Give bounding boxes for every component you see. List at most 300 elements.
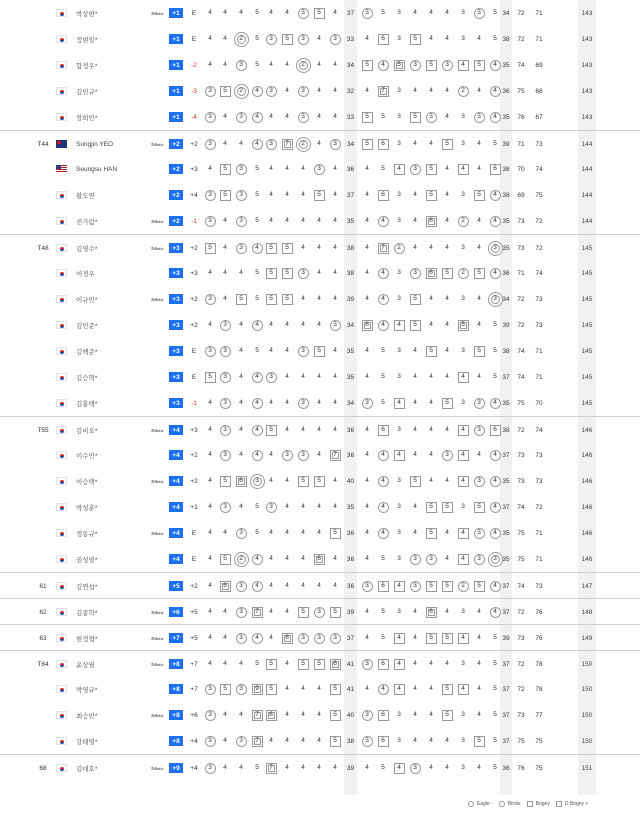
country-flag-icon xyxy=(56,737,67,745)
player-name[interactable]: 김영수* xyxy=(76,245,98,253)
table-row[interactable] xyxy=(0,78,640,104)
hole-score: 5 xyxy=(255,763,259,771)
player-name[interactable]: 이수민* xyxy=(76,452,98,460)
hole-score: 3 xyxy=(473,468,485,494)
player-name[interactable]: 김민규* xyxy=(76,88,98,96)
today-score: +2 xyxy=(190,582,198,590)
to-par-badge: +6 xyxy=(169,607,183,617)
hole-score: 5 xyxy=(361,52,373,78)
hole-score: 4 xyxy=(223,710,227,718)
hole-score: 4 xyxy=(365,684,369,692)
hole-score: 3 xyxy=(397,34,401,42)
hole-score: 5 xyxy=(381,346,385,354)
hole-score: 4 xyxy=(377,494,389,520)
player-name[interactable]: 최승빈* xyxy=(76,712,98,720)
out-total: 35 xyxy=(346,347,355,355)
hole-score: 3 xyxy=(461,659,465,667)
hole-score: 5 xyxy=(255,502,259,510)
hole-score: 4 xyxy=(489,182,501,208)
hole-score: 4 xyxy=(377,52,389,78)
today-score: E xyxy=(191,529,197,537)
to-par-badge: +3 xyxy=(169,320,183,330)
hole-score: 4 xyxy=(365,268,369,276)
player-name[interactable]: 장희민* xyxy=(76,114,98,122)
hole-score: 3 xyxy=(397,86,401,94)
hole-score: 6 xyxy=(377,728,389,754)
hole-score: 4 xyxy=(285,164,289,172)
country-flag-icon xyxy=(56,582,67,590)
hole-score: 3 xyxy=(235,52,247,78)
hole-score: 5 xyxy=(493,736,497,744)
to-par-badge: +1 xyxy=(169,34,183,44)
hole-score: 7 xyxy=(281,131,293,157)
to-par-badge: +4 xyxy=(169,502,183,512)
hole-score: 7 xyxy=(329,442,341,468)
hole-score: 3 xyxy=(461,710,465,718)
to-par-badge: +2 xyxy=(169,190,183,200)
table-row[interactable] xyxy=(0,546,640,572)
hole-score: 4 xyxy=(457,468,469,494)
player-name[interactable]: 함정우* xyxy=(76,62,98,70)
total-score: 151 xyxy=(581,764,593,772)
hole-score: 4 xyxy=(413,243,417,251)
hole-score: 4 xyxy=(413,684,417,692)
today-score: +3 xyxy=(190,165,198,173)
hole-score: 4 xyxy=(477,659,481,667)
hole-score: 4 xyxy=(477,243,481,251)
hole-score: 4 xyxy=(301,528,305,536)
to-par-badge: +2 xyxy=(169,164,183,174)
hole-score: 5 xyxy=(473,260,485,286)
hole-score: 4 xyxy=(317,684,321,692)
round-1-score: 73 xyxy=(517,217,525,225)
player-name[interactable]: 정현일* xyxy=(76,36,98,44)
hole-score: 4 xyxy=(393,390,405,416)
to-par-badge: +7 xyxy=(169,633,183,643)
hole-score: 5 xyxy=(441,625,453,651)
hole-score: 4 xyxy=(208,8,212,16)
out-total: 32 xyxy=(346,87,355,95)
round-2-score: 77 xyxy=(535,711,543,719)
round-1-score: 75 xyxy=(517,529,525,537)
hole-score: 4 xyxy=(477,684,481,692)
hole-score: 4 xyxy=(333,763,337,771)
hole-score: 4 xyxy=(317,216,321,224)
hole-score: 3 xyxy=(235,599,247,625)
table-row[interactable] xyxy=(0,442,640,468)
hole-score: 5 xyxy=(409,468,421,494)
in-total: 36 xyxy=(502,269,510,277)
round-1-score: 72 xyxy=(517,426,525,434)
hole-score: 4 xyxy=(393,156,405,182)
table-row[interactable] xyxy=(0,208,640,234)
legend-double-bogey: D.Bogey + xyxy=(556,801,589,807)
hole-score: 4 xyxy=(365,86,369,94)
hole-score: 3 xyxy=(204,131,216,157)
hole-score: 3 xyxy=(204,338,216,364)
table-row[interactable] xyxy=(0,156,640,182)
country-flag-icon xyxy=(56,634,67,642)
player-rank xyxy=(30,702,56,728)
hole-score: 6 xyxy=(377,182,389,208)
player-name[interactable]: 김민준* xyxy=(76,322,98,330)
hole-score: 3 xyxy=(473,104,485,130)
to-par-badge: +3 xyxy=(169,398,183,408)
hole-score: 3 xyxy=(397,710,401,718)
hole-score: 5 xyxy=(329,702,341,728)
hole-score: 4 xyxy=(457,546,469,572)
player-rank xyxy=(30,494,56,520)
hole-score: 3 xyxy=(313,625,325,651)
table-row[interactable] xyxy=(0,702,640,728)
hole-score: 4 xyxy=(208,502,212,510)
hole-score: 4 xyxy=(489,208,501,234)
hole-score: 4 xyxy=(285,763,289,771)
round-1-score: 75 xyxy=(517,87,525,95)
round-2-score: 73 xyxy=(535,582,543,590)
hole-score: 7 xyxy=(377,235,389,261)
hole-score: 4 xyxy=(413,736,417,744)
hole-score: 5 xyxy=(493,633,497,641)
table-row[interactable] xyxy=(0,494,640,520)
hole-score: 4 xyxy=(489,599,501,625)
hole-score: 5 xyxy=(265,260,277,286)
table-row[interactable] xyxy=(0,26,640,52)
player-name[interactable]: 이규민* xyxy=(76,296,98,304)
hole-score: 4 xyxy=(429,476,433,484)
out-total: 33 xyxy=(346,113,355,121)
to-par-badge: +1 xyxy=(169,86,183,96)
in-total: 38 xyxy=(502,347,510,355)
table-row[interactable] xyxy=(0,520,640,546)
hole-score: 4 xyxy=(285,216,289,224)
to-par-badge: +1 xyxy=(169,8,183,18)
hole-score: 4 xyxy=(269,554,273,562)
player-name[interactable]: 김승혁* xyxy=(76,374,98,382)
hole-score: 5 xyxy=(255,294,259,302)
hole-score: 4 xyxy=(377,208,389,234)
hole-score: 4 xyxy=(269,216,273,224)
today-score: E xyxy=(191,347,197,355)
hole-score: 4 xyxy=(317,581,321,589)
ball-brand-logo: Titleist xyxy=(150,10,164,16)
legend-birdie: Birdie xyxy=(499,801,521,807)
today-score: +2 xyxy=(190,244,198,252)
total-score: 146 xyxy=(581,451,593,459)
round-2-score: 73 xyxy=(535,295,543,303)
table-row[interactable] xyxy=(0,390,640,416)
today-score: +7 xyxy=(190,660,198,668)
hole-score: 4 xyxy=(445,8,449,16)
hole-score: 4 xyxy=(393,312,405,338)
hole-score: 4 xyxy=(317,528,321,536)
hole-score: 4 xyxy=(413,139,417,147)
table-row[interactable] xyxy=(0,130,640,156)
table-row[interactable] xyxy=(0,104,640,130)
hole-score: 4 xyxy=(489,468,501,494)
player-rank xyxy=(30,104,56,130)
table-row[interactable] xyxy=(0,624,640,650)
round-2-score: 73 xyxy=(535,477,543,485)
hole-score: 4 xyxy=(333,164,337,172)
hole-score: 3 xyxy=(297,338,309,364)
hole-score: 4 xyxy=(445,34,449,42)
hole-score: 3 xyxy=(235,156,247,182)
hole-score: 4 xyxy=(333,60,337,68)
hole-score: 4 xyxy=(317,112,321,120)
hole-score: 4 xyxy=(285,425,289,433)
round-2-score: 71 xyxy=(535,555,543,563)
country-flag-icon xyxy=(56,373,67,381)
total-score: 144 xyxy=(581,140,593,148)
hole-score: 3 xyxy=(409,260,421,286)
hole-score: 4 xyxy=(457,676,469,702)
hole-score: 2 xyxy=(457,78,469,104)
hole-score: 3 xyxy=(397,372,401,380)
player-name[interactable]: 김연섭* xyxy=(76,583,98,591)
hole-score: 5 xyxy=(313,182,325,208)
hole-score: 4 xyxy=(301,372,305,380)
table-row[interactable] xyxy=(0,260,640,286)
table-row[interactable] xyxy=(0,338,640,364)
hole-score: 5 xyxy=(473,182,485,208)
table-row[interactable] xyxy=(0,728,640,754)
round-1-score: 73 xyxy=(517,711,525,719)
ball-brand-logo: Titleist xyxy=(150,530,164,536)
in-total: 37 xyxy=(502,373,510,381)
hole-score: 2 xyxy=(457,260,469,286)
hole-score: 3 xyxy=(361,0,373,26)
player-name[interactable]: 박영규* xyxy=(76,686,98,694)
hole-score: 4 xyxy=(208,476,212,484)
hole-score: 5 xyxy=(493,34,497,42)
hole-score: 4 xyxy=(365,607,369,615)
table-row[interactable] xyxy=(0,182,640,208)
country-flag-icon xyxy=(56,191,67,199)
hole-score: 4 xyxy=(413,607,417,615)
hole-score: 5 xyxy=(219,78,231,104)
hole-score: 4 xyxy=(429,659,433,667)
hole-score: 5 xyxy=(255,190,259,198)
player-name[interactable]: 김대호* xyxy=(76,765,98,773)
country-flag-icon xyxy=(56,217,67,225)
table-row[interactable] xyxy=(0,598,640,624)
table-row[interactable] xyxy=(0,572,640,598)
out-total: 36 xyxy=(346,582,355,590)
hole-score: 3 xyxy=(461,112,465,120)
table-row[interactable] xyxy=(0,0,640,26)
hole-score: 4 xyxy=(429,34,433,42)
player-name[interactable]: 황도연 xyxy=(76,192,95,200)
player-name[interactable]: Seungsu HAN xyxy=(76,165,118,173)
hole-score: 3 xyxy=(204,208,216,234)
hole-score: 4 xyxy=(489,573,501,599)
hole-score: 3 xyxy=(397,294,401,302)
hole-score: 4 xyxy=(365,243,369,251)
player-name[interactable]: 김홍택* xyxy=(76,400,98,408)
hole-score: 4 xyxy=(269,607,273,615)
country-flag-icon xyxy=(56,529,67,537)
hole-score: 5 xyxy=(219,182,231,208)
hole-score: 4 xyxy=(477,607,481,615)
total-score: 145 xyxy=(581,295,593,303)
hole-score: 4 xyxy=(413,346,417,354)
hole-score: 4 xyxy=(445,659,449,667)
hole-score: 3 xyxy=(219,338,231,364)
player-name[interactable]: Sungjin YEO xyxy=(76,140,114,148)
hole-score: 2 xyxy=(235,78,247,104)
player-name[interactable]: 강태영* xyxy=(76,738,98,746)
table-row[interactable] xyxy=(0,650,640,676)
hole-score: 3 xyxy=(397,112,401,120)
table-row[interactable] xyxy=(0,286,640,312)
hole-score: 5 xyxy=(265,417,277,443)
hole-score: 3 xyxy=(265,364,277,390)
hole-score: 3 xyxy=(235,182,247,208)
hole-score: 3 xyxy=(204,755,216,781)
to-par-badge: +4 xyxy=(169,476,183,486)
player-name[interactable]: 정동규* xyxy=(76,530,98,538)
hole-score: 4 xyxy=(223,216,227,224)
player-rank: 62 xyxy=(39,608,47,616)
player-rank xyxy=(30,468,56,494)
hole-score: 4 xyxy=(477,86,481,94)
hole-score: 3 xyxy=(461,34,465,42)
hole-score: 4 xyxy=(285,476,289,484)
table-row[interactable] xyxy=(0,754,640,780)
total-score: 143 xyxy=(581,87,593,95)
hole-score: 3 xyxy=(461,398,465,406)
hole-score: 5 xyxy=(361,131,373,157)
player-name[interactable]: 현정협* xyxy=(76,635,98,643)
player-name[interactable]: 김비오* xyxy=(76,427,98,435)
table-row[interactable] xyxy=(0,676,640,702)
round-1-score: 71 xyxy=(517,269,525,277)
hole-score: 4 xyxy=(301,736,305,744)
in-total: 39 xyxy=(502,321,510,329)
hole-score: 7 xyxy=(265,755,277,781)
hole-score: 5 xyxy=(409,312,421,338)
hole-score: 4 xyxy=(301,763,305,771)
table-row[interactable] xyxy=(0,312,640,338)
player-name[interactable]: 권성열* xyxy=(76,556,98,564)
hole-score: 3 xyxy=(219,417,231,443)
hole-score: 4 xyxy=(413,659,417,667)
total-score: 145 xyxy=(581,347,593,355)
hole-score: 5 xyxy=(441,390,453,416)
hole-score: 4 xyxy=(285,112,289,120)
hole-score: 4 xyxy=(413,190,417,198)
hole-score: 4 xyxy=(445,112,449,120)
hole-score: 4 xyxy=(365,554,369,562)
player-name[interactable]: 박성훈* xyxy=(76,504,98,512)
hole-score: 4 xyxy=(239,450,243,458)
country-flag-icon xyxy=(56,608,67,616)
hole-score: 3 xyxy=(361,573,373,599)
player-name[interactable]: 김종학* xyxy=(76,609,98,617)
hole-score: 5 xyxy=(297,599,309,625)
to-par-badge: +9 xyxy=(169,763,183,773)
country-flag-icon xyxy=(56,269,67,277)
hole-score: 3 xyxy=(281,442,293,468)
hole-score: 4 xyxy=(285,528,289,536)
player-name[interactable]: 전가람* xyxy=(76,218,98,226)
hole-score: 4 xyxy=(365,476,369,484)
hole-score: 4 xyxy=(251,546,263,572)
table-row[interactable] xyxy=(0,468,640,494)
player-name[interactable]: 김백준* xyxy=(76,348,98,356)
total-score: 146 xyxy=(581,503,593,511)
round-2-score: 73 xyxy=(535,451,543,459)
hole-score: 3 xyxy=(329,312,341,338)
today-score: +2 xyxy=(190,295,198,303)
player-name[interactable]: 이승택* xyxy=(76,478,98,486)
hole-score: 4 xyxy=(251,625,263,651)
in-total: 38 xyxy=(502,426,510,434)
hole-score: 4 xyxy=(365,502,369,510)
total-score: 147 xyxy=(581,582,593,590)
hole-score: 4 xyxy=(285,398,289,406)
table-row[interactable] xyxy=(0,234,640,260)
table-row[interactable] xyxy=(0,416,640,442)
hole-score: 4 xyxy=(457,156,469,182)
hole-score: 5 xyxy=(381,372,385,380)
hole-score: 2 xyxy=(393,235,405,261)
hole-score: 4 xyxy=(333,554,337,562)
hole-score: 6 xyxy=(377,26,389,52)
hole-score: 4 xyxy=(377,260,389,286)
hole-score: 3 xyxy=(219,364,231,390)
hole-score: 3 xyxy=(489,235,501,261)
hole-score: 4 xyxy=(365,190,369,198)
hole-score: 3 xyxy=(265,78,277,104)
total-score: 143 xyxy=(581,61,593,69)
table-row[interactable] xyxy=(0,52,640,78)
hole-score: 4 xyxy=(477,164,481,172)
player-name[interactable]: 이정우 xyxy=(76,270,95,278)
hole-score: 6 xyxy=(377,651,389,677)
hole-score: 4 xyxy=(333,372,337,380)
hole-score: 3 xyxy=(409,156,421,182)
hole-score: 5 xyxy=(381,8,385,16)
today-score: -4 xyxy=(191,113,197,121)
hole-score: 5 xyxy=(493,139,497,147)
hole-score: 3 xyxy=(219,390,231,416)
hole-score: 5 xyxy=(265,286,277,312)
hole-score: 3 xyxy=(251,468,263,494)
ball-brand-logo: Titleist xyxy=(150,661,164,667)
today-score: E xyxy=(191,9,197,17)
in-total: 37 xyxy=(502,582,510,590)
hole-score: 4 xyxy=(285,581,289,589)
hole-score: 2 xyxy=(457,208,469,234)
hole-score: 4 xyxy=(285,607,289,615)
table-row[interactable] xyxy=(0,364,640,390)
hole-score: 4 xyxy=(365,633,369,641)
ball-brand-logo: Titleist xyxy=(150,635,164,641)
hole-score: 4 xyxy=(333,216,337,224)
hole-score: 4 xyxy=(269,112,273,120)
hole-score: 4 xyxy=(317,710,321,718)
hole-score: 5 xyxy=(473,338,485,364)
player-name[interactable]: 윤상필 xyxy=(76,661,95,669)
player-name[interactable]: 박상현* xyxy=(76,10,98,18)
hole-score: 4 xyxy=(413,633,417,641)
hole-score: 5 xyxy=(255,216,259,224)
hole-score: 7 xyxy=(251,702,263,728)
hole-score: 4 xyxy=(445,736,449,744)
player-rank xyxy=(30,676,56,702)
